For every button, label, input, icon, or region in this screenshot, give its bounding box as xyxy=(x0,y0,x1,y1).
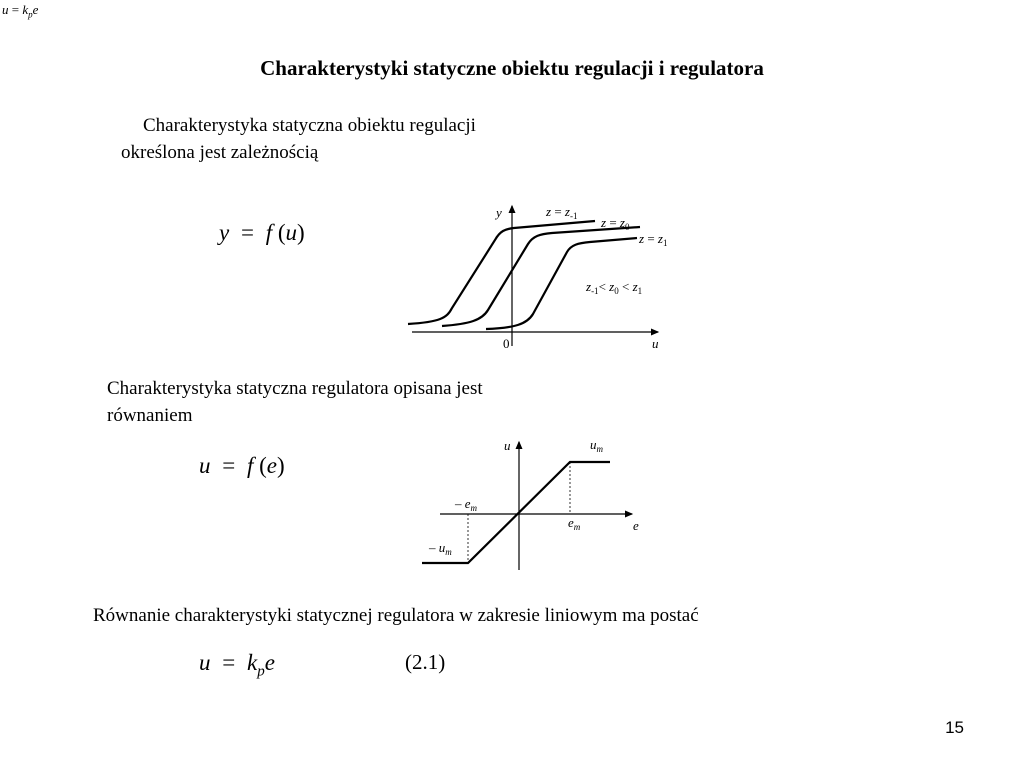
eq3-sub: p xyxy=(257,663,265,680)
eq2-lhs: u xyxy=(199,453,211,478)
eq2-open: ( xyxy=(259,453,267,478)
corner-eq: = xyxy=(11,2,20,17)
section3-text: Równanie charakterystyki statycznej regulatora w zakresie liniowym ma postać xyxy=(93,605,699,626)
section2-text xyxy=(107,375,483,429)
corner-e: e xyxy=(32,2,39,17)
equation-y-f-u xyxy=(219,220,305,246)
page-number: 15 xyxy=(945,718,964,737)
section2-line1: Charakterystyka statyczna regulatora opisana jest xyxy=(107,378,483,399)
label-z-eq-z0: z = $z_0$ xyxy=(601,215,630,232)
chart2-e-label: e xyxy=(633,518,639,533)
corner-k: k xyxy=(22,2,29,17)
curve-z0 xyxy=(442,227,643,326)
corner-p: p xyxy=(28,9,33,20)
chart1-u-label: u xyxy=(652,336,659,351)
eq2-close: ) xyxy=(277,453,285,478)
um-label: $u_m$ xyxy=(590,437,603,454)
em-label: $e_m$ xyxy=(568,515,581,532)
equation-u-kp-e xyxy=(199,650,275,681)
eq3-eq: = xyxy=(222,650,236,675)
eq1-close: ) xyxy=(297,220,305,245)
curve-z-minus1 xyxy=(408,221,595,324)
section1-line1: Charakterystyka statyczna obiektu regulacji xyxy=(143,115,476,136)
eq2-fn: f xyxy=(246,453,254,478)
chart1-origin-label: 0 xyxy=(503,336,510,351)
eq1-arg: u xyxy=(285,220,298,245)
section1-text xyxy=(121,112,476,166)
corner-u: u xyxy=(2,2,9,17)
equation-u-f-e xyxy=(199,453,285,479)
section1-line2: określona jest zależnością xyxy=(121,142,319,163)
eq3-lhs: u xyxy=(199,650,211,675)
eq1-open: ( xyxy=(277,220,286,245)
curve-z1 xyxy=(486,238,637,329)
label-z-eq-z-minus1: z = $z_{-1}$ xyxy=(546,204,578,221)
eq2-eq: = xyxy=(222,453,236,478)
label-z-relation: $z_{-1}<$ $z_0$ < $z_1$ xyxy=(586,279,643,296)
slide-title: Charakterystyki statyczne obiektu regulacji i regulatora xyxy=(260,56,764,80)
chart1-y-label: y xyxy=(496,205,502,220)
neg-em-label: – $e_m$ xyxy=(455,496,478,513)
eq1-eq: = xyxy=(240,220,254,245)
section2-line2: równaniem xyxy=(107,405,193,426)
eq2-arg: e xyxy=(266,453,278,478)
eq1-lhs: y xyxy=(219,220,230,245)
eq3-e: e xyxy=(264,650,275,675)
chart2-u-label: u xyxy=(504,438,511,453)
corner-equation-label xyxy=(2,2,38,20)
label-z-eq-z1: z = $z_1$ xyxy=(639,231,668,248)
eq3-k: k xyxy=(246,650,258,675)
saturation-line xyxy=(422,462,610,563)
neg-um-label: – $u_m$ xyxy=(429,540,452,557)
eq1-fn: f xyxy=(265,220,273,245)
equation-number: (2.1) xyxy=(405,650,446,674)
